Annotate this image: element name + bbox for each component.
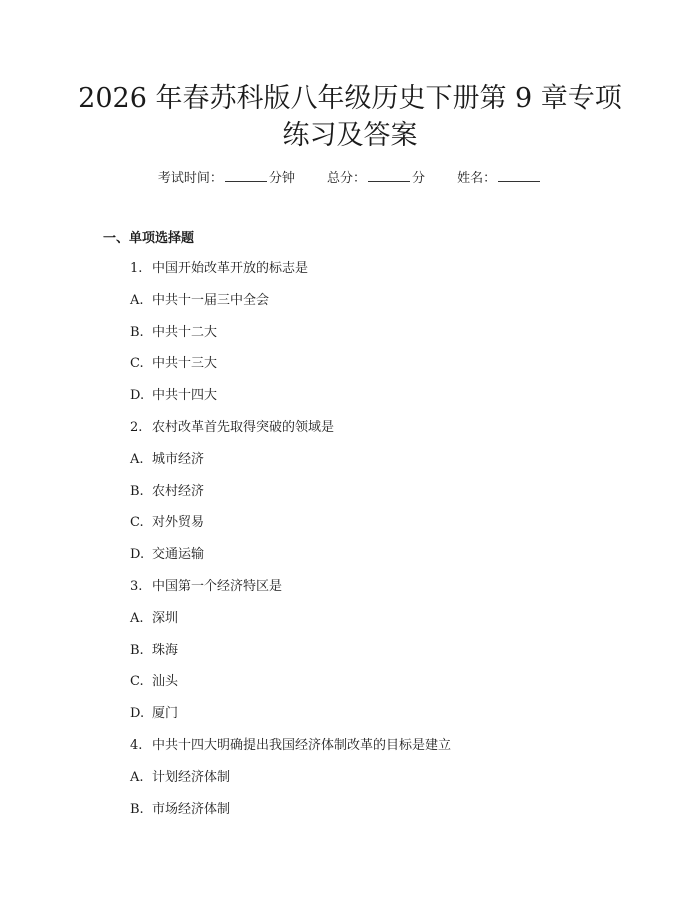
option-text: 珠海 [152, 642, 179, 658]
question-list [0, 259, 700, 831]
answer-option [0, 609, 700, 641]
section-heading: 一、单项选择题 [103, 231, 195, 246]
option-text: 市场经济体制 [152, 801, 231, 817]
option-letter: D. [130, 706, 145, 722]
question-text: 农村改革首先取得突破的领域是 [152, 419, 335, 435]
question-text: 中国开始改革开放的标志是 [152, 261, 309, 276]
question-item [0, 736, 700, 768]
option-letter: C. [130, 515, 144, 531]
answer-option [0, 482, 700, 514]
answer-option [0, 513, 700, 545]
option-letter: A. [130, 292, 144, 308]
answer-option [0, 672, 700, 704]
student-name-blank [498, 168, 540, 182]
option-text: 城市经济 [152, 451, 205, 467]
question-text: 中共十四大明确提出我国经济体制改革的目标是建立 [152, 737, 452, 753]
answer-option [0, 450, 700, 482]
page-title-line-1: 2026 年春苏科版八年级历史下册第 9 章专项 [78, 83, 622, 114]
answer-option [0, 545, 700, 577]
exam-time-label: 考试时间： [157, 171, 223, 186]
answer-option [0, 704, 700, 736]
option-letter: D. [130, 388, 145, 404]
question-number: 3. [130, 578, 143, 594]
option-text: 中共十一届三中全会 [152, 292, 270, 308]
option-letter: C. [130, 356, 144, 372]
exam-time-unit: 分钟 [268, 171, 295, 186]
option-text: 对外贸易 [152, 515, 205, 531]
question-item [0, 259, 700, 291]
option-text: 农村经济 [152, 483, 205, 499]
total-score-label: 总分： [326, 171, 366, 186]
option-letter: B. [130, 642, 144, 658]
total-score-field [327, 171, 429, 186]
answer-option [0, 800, 700, 832]
question-number: 4. [130, 737, 143, 753]
answer-option [0, 323, 700, 355]
option-text: 厦门 [152, 706, 179, 722]
question-item [0, 577, 700, 609]
option-letter: D. [130, 547, 145, 563]
option-text: 中共十三大 [152, 356, 218, 372]
option-letter: B. [130, 483, 144, 499]
question-number: 1. [130, 261, 143, 276]
option-letter: A. [130, 769, 144, 785]
option-text: 计划经济体制 [152, 769, 231, 785]
student-name-label: 姓名： [457, 171, 497, 186]
option-letter: B. [130, 801, 144, 817]
option-text: 汕头 [152, 674, 179, 690]
total-score-blank [368, 168, 410, 182]
option-text: 深圳 [152, 610, 179, 626]
option-text: 交通运输 [152, 547, 205, 563]
question-item [0, 418, 700, 450]
student-name-field [457, 171, 542, 186]
total-score-unit: 分 [412, 171, 426, 186]
exam-time-blank [225, 168, 267, 182]
answer-option [0, 641, 700, 673]
option-letter: B. [130, 324, 144, 340]
option-letter: A. [130, 610, 144, 626]
answer-option [0, 386, 700, 418]
option-text: 中共十四大 [152, 388, 218, 404]
answer-option [0, 354, 700, 386]
exam-meta-row [0, 168, 700, 189]
answer-option [0, 291, 700, 323]
option-letter: A. [130, 451, 144, 467]
option-text: 中共十二大 [152, 324, 218, 340]
question-number: 2. [130, 419, 143, 435]
answer-option [0, 768, 700, 800]
option-letter: C. [130, 674, 144, 690]
exam-time-field [158, 171, 299, 186]
question-text: 中国第一个经济特区是 [152, 578, 283, 594]
page-title-line-2: 练习及答案 [282, 120, 418, 151]
